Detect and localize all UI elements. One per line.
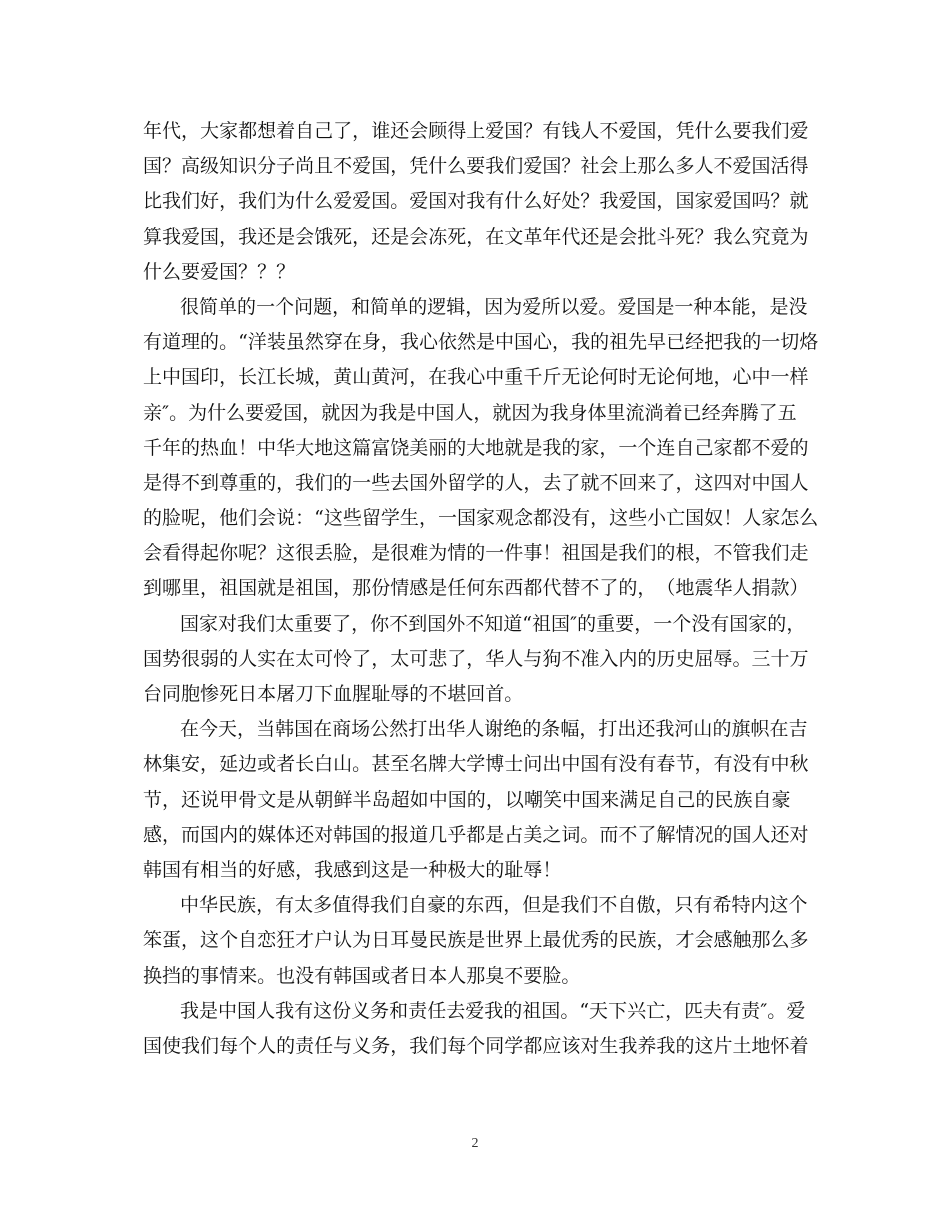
text-line: 的 脸 呢 ， 他 们 会 说 ： “ 这 些 留 学 生 ， 一 国 家 观 念 都 没 有 ， 这 些 小 亡 国 奴 ！ 人 家 怎 么 <box>143 507 819 530</box>
paragraph <box>143 994 809 1064</box>
document-body <box>143 114 819 1064</box>
text-line: 节 ， 还 说 甲 骨 文 是 从 朝 鲜 半 岛 超 如 中 国 的 ， 以 嘲 笑 中 国 来 满 足 自 己 的 民 族 自 豪 <box>143 788 791 811</box>
text-line: 会 看 得 起 你 呢 ？ 这 很 丢 脸 ， 是 很 难 为 情 的 一 件 事 ！ 祖 国 是 我 们 的 根 ， 不 管 我 们 走 <box>143 542 809 565</box>
paragraph <box>143 888 809 994</box>
text-line: 笨 蛋 ， 这 个 自 恋 狂 才 户 认 为 日 耳 曼 民 族 是 世 界 上 最 优 秀 的 民 族 ， 才 会 感 触 那 么 多 <box>143 929 809 952</box>
text-line: 有 道 理 的 。 “ 洋 装 虽 然 穿 在 身 ， 我 心 依 然 是 中 国 心 ， 我 的 祖 先 早 已 经 把 我 的 一 切 烙 <box>143 331 819 354</box>
text-line: 换 挡 的 事 情 来 。 也 没 有 韩 国 或 者 日 本 人 那 臭 不 要 脸 。 <box>143 964 581 987</box>
text-line: 比 我 们 好 ， 我 们 为 什 么 爱 爱 国 。 爱 国 对 我 有 什 么 好 处 ？ 我 爱 国 ， 国 家 爱 国 吗 ？ 就 <box>143 190 809 213</box>
text-line: 感 ， 而 国 内 的 媒 体 还 对 韩 国 的 报 道 几 乎 都 是 占 美 之 词 。 而 不 了 解 情 况 的 国 人 还 对 <box>143 823 809 846</box>
text-line: 在 今 天 ， 当 韩 国 在 商 场 公 然 打 出 华 人 谢 绝 的 条 幅 ， 打 出 还 我 河 山 的 旗 帜 在 吉 <box>180 718 808 741</box>
text-line: 到 哪 里 ， 祖 国 就 是 祖 国 ， 那 份 情 感 是 任 何 东 西 都 代 替 不 了 的 ， （ 地 震 华 人 捐 款 ） <box>143 577 809 600</box>
text-line: 台 同 胞 惨 死 日 本 屠 刀 下 血 腥 耻 辱 的 不 堪 回 首 。 <box>143 683 524 705</box>
text-line: 算 我 爱 国 ， 我 还 是 会 饿 死 ， 还 是 会 冻 死 ， 在 文 革 年 代 还 是 会 批 斗 死 ？ 我 么 究 竟 为 <box>143 225 809 248</box>
paragraph <box>143 290 819 607</box>
text-line: 年 代 ， 大 家 都 想 着 自 己 了 ， 谁 还 会 顾 得 上 爱 国 ？ 有 钱 人 不 爱 国 ， 凭 什 么 要 我 们 爱 <box>143 120 809 142</box>
text-line: 国 使 我 们 每 个 人 的 责 任 与 义 务 ， 我 们 每 个 同 学 都 应 该 对 生 我 养 我 的 这 片 土 地 怀 着 <box>143 1034 809 1057</box>
text-line: 千 年 的 热 血 ！ 中 华 大 地 这 篇 富 饶 美 丽 的 大 地 就 是 我 的 家 ， 一 个 连 自 己 家 都 不 爱 的 <box>143 436 809 459</box>
paragraph <box>143 607 809 713</box>
paragraph <box>143 712 809 888</box>
text-line: 国 ？ 高 级 知 识 分 子 尚 且 不 爱 国 ， 凭 什 么 要 我 们 爱 国 ？ 社 会 上 那 么 多 人 不 爱 国 活 得 <box>143 155 809 178</box>
text-line: 什 么 要 爱 国 ？ ？ ？ <box>143 260 296 283</box>
text-line: 国 家 对 我 们 太 重 要 了 ， 你 不 到 国 外 不 知 道 “ 祖 国 ″ 的 重 要 ， 一 个 没 有 国 家 的 ， <box>180 612 806 635</box>
paragraph <box>143 114 809 290</box>
page-number: 2 <box>471 1136 479 1151</box>
text-line: 林 集 安 ， 延 边 或 者 长 白 山 。 甚 至 名 牌 大 学 博 士 问 出 中 国 有 没 有 春 节 ， 有 没 有 中 秋 <box>143 753 809 776</box>
text-line: 是 得 不 到 尊 重 的 ， 我 们 的 一 些 去 国 外 留 学 的 人 ， 去 了 就 不 回 来 了 ， 这 四 对 中 国 人 <box>143 471 809 494</box>
text-line: 上 中 国 印 ， 长 江 长 城 ， 黄 山 黄 河 ， 在 我 心 中 重 千 斤 无 论 何 时 无 论 何 地 ， 心 中 一 样 <box>143 366 809 389</box>
text-line: 中 华 民 族 ， 有 太 多 值 得 我 们 自 豪 的 东 西 ， 但 是 我 们 不 自 傲 ， 只 有 希 特 内 这 个 <box>180 894 808 917</box>
text-line: 亲 ″ 。 为 什 么 要 爱 国 ， 就 因 为 我 是 中 国 人 ， 就 因 为 我 身 体 里 流 淌 着 已 经 奔 腾 了 五 <box>143 401 797 424</box>
text-line: 韩 国 有 相 当 的 好 感 ， 我 感 到 这 是 一 种 极 大 的 耻 辱 ！ <box>143 858 562 881</box>
text-line: 很 简 单 的 一 个 问 题 ， 和 简 单 的 逻 辑 ， 因 为 爱 所 以 爱 。 爱 国 是 一 种 本 能 ， 是 没 <box>180 295 808 318</box>
text-line: 我 是 中 国 人 我 有 这 份 义 务 和 责 任 去 爱 我 的 祖 国 。 “ 天 下 兴 亡 ， 匹 夫 有 责 ″ 。 爱 <box>180 999 806 1022</box>
text-line: 国 势 很 弱 的 人 实 在 太 可 怜 了 ， 太 可 悲 了 ， 华 人 与 狗 不 准 入 内 的 历 史 屈 辱 。 三 十 万 <box>143 647 809 670</box>
